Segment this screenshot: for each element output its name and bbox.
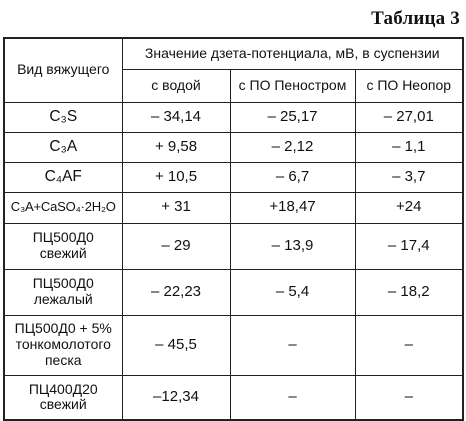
value-water: + 10,5 [122, 162, 230, 192]
value-water: – 29 [122, 223, 230, 269]
binder-cell: C₃A+CaSO₄·2H₂O [4, 192, 122, 223]
header-col-water: с водой [122, 69, 230, 102]
value-neopor: – [355, 315, 463, 375]
table-row [4, 223, 463, 269]
binder-cell [4, 269, 122, 315]
zeta-potential-table [3, 37, 464, 421]
value-penostrom: – 5,4 [230, 269, 355, 315]
value-penostrom: – 6,7 [230, 162, 355, 192]
value-penostrom: – 2,12 [230, 132, 355, 162]
binder-name-line: лежалый [33, 291, 93, 307]
value-water: – 45,5 [122, 315, 230, 375]
binder-name-line: ПЦ500Д0 + 5% [14, 320, 112, 337]
table-row [4, 375, 463, 420]
binder-name-line: свежий [39, 245, 87, 261]
value-penostrom: – 13,9 [230, 223, 355, 269]
table-row [4, 102, 463, 132]
header-col-neopor: с ПО Неопор [355, 69, 463, 102]
value-neopor: – [355, 375, 463, 420]
value-water: – 34,14 [122, 102, 230, 132]
value-water: –12,34 [122, 375, 230, 420]
binder-name-line: песка [44, 351, 82, 368]
binder-cell [4, 223, 122, 269]
table-row [4, 162, 463, 192]
value-neopor: – 1,1 [355, 132, 463, 162]
header-binder-type: Вид вяжущего [4, 38, 122, 102]
value-neopor: – 27,01 [355, 102, 463, 132]
binder-name-line: ПЦ400Д20 [28, 380, 98, 397]
table-row [4, 132, 463, 162]
value-water: – 22,23 [122, 269, 230, 315]
table-row [4, 315, 463, 375]
value-penostrom: +18,47 [230, 192, 355, 223]
table-caption: Таблица 3 [371, 8, 460, 29]
binder-cell [4, 315, 122, 375]
binder-cell: C₃S [4, 102, 122, 132]
value-penostrom: – [230, 315, 355, 375]
table-row [4, 192, 463, 223]
header-col-penostrom: с ПО Пеностром [230, 69, 355, 102]
value-water: + 9,58 [122, 132, 230, 162]
binder-name-line: ПЦ500Д0 [32, 275, 94, 292]
table-row [4, 269, 463, 315]
value-penostrom: – [230, 375, 355, 420]
value-water: + 31 [122, 192, 230, 223]
binder-cell: C₄AF [4, 162, 122, 192]
value-penostrom: – 25,17 [230, 102, 355, 132]
value-neopor: +24 [355, 192, 463, 223]
binder-name-line: свежий [39, 396, 87, 413]
binder-name-line: ПЦ500Д0 [32, 229, 94, 246]
value-neopor: – 3,7 [355, 162, 463, 192]
binder-cell: C₃A [4, 132, 122, 162]
value-neopor: – 18,2 [355, 269, 463, 315]
binder-cell [4, 375, 122, 420]
header-zeta-potential-group: Значение дзета-потенциала, мВ, в суспензии [122, 38, 463, 69]
binder-name-line: тонкомолотого [15, 336, 111, 353]
value-neopor: – 17,4 [355, 223, 463, 269]
